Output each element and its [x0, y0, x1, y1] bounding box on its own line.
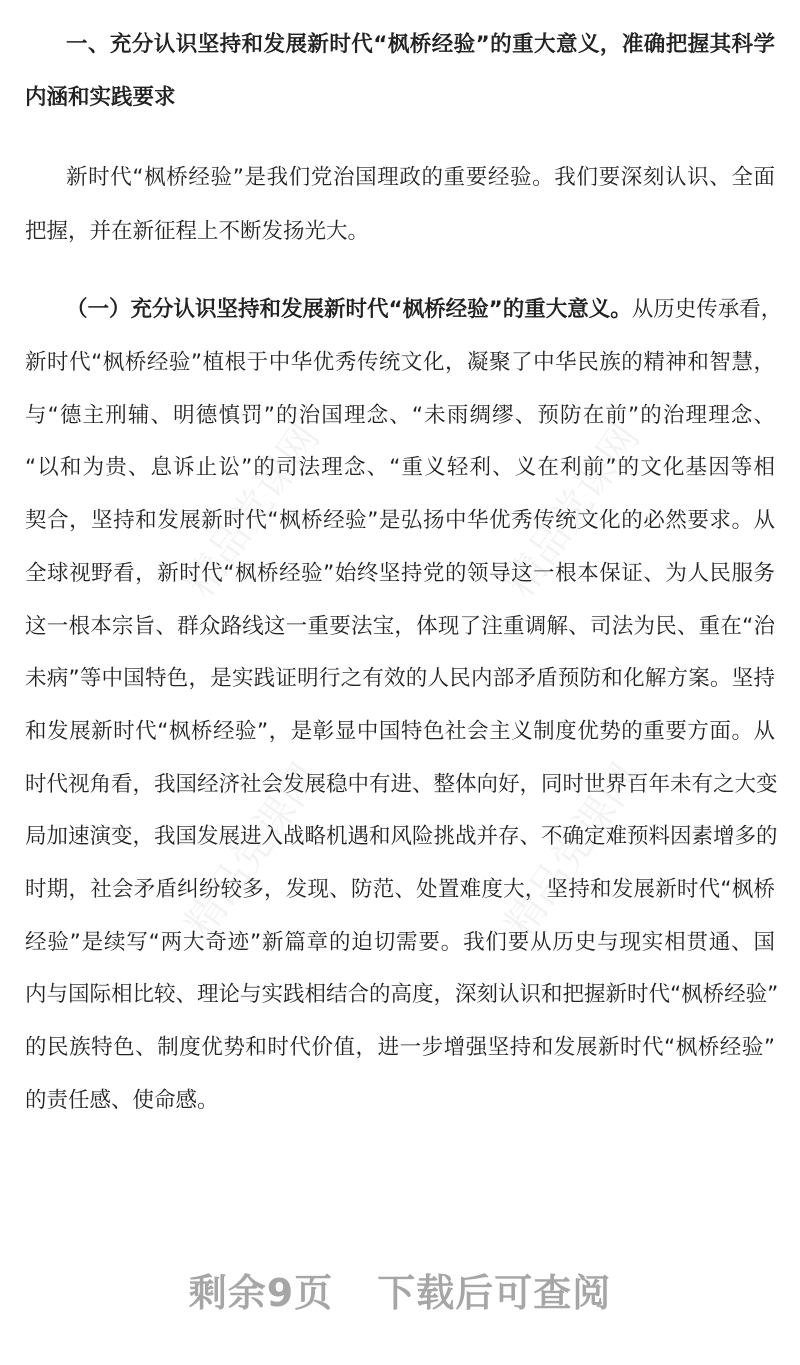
paragraph-line: 新时代“枫桥经验”植根于中华优秀传统文化，凝聚了中华民族的精神和智慧， [25, 350, 775, 375]
remaining-pages-text: 剩余9页 [188, 1271, 334, 1315]
paragraph-line: 契合，坚持和发展新时代“枫桥经验”是弘扬中华优秀传统文化的必然要求。从 [25, 508, 775, 534]
paragraph-line: 时期，社会矛盾纠纷较多，发现、防范、处置难度大，坚持和发展新时代“枫桥 [25, 877, 775, 902]
paragraph-line: 与“德主刑辅、明德慎罚”的治国理念、“未雨绸缪、预防在前”的治理理念、 [25, 402, 775, 428]
paragraph-text: 从历史传承看， [631, 297, 783, 322]
remaining-pages-banner[interactable] [0, 1262, 800, 1317]
heading-line: 一、充分认识坚持和发展新时代“枫桥经验”的重大意义，准确把握其科学 [66, 32, 775, 57]
subsection-title: （一）充分认识坚持和发展新时代“枫桥经验”的重大意义。 [66, 297, 632, 322]
heading-line: 内涵和实践要求 [25, 85, 176, 110]
paragraph-first-line [66, 295, 783, 325]
paragraph-line: 这一根本宗旨、群众路线这一重要法宝，体现了注重调解、司法为民、重在“治 [25, 613, 775, 639]
paragraph-line: “以和为贵、息诉止讼”的司法理念、“重义轻利、义在利前”的文化基因等相 [25, 455, 775, 481]
download-to-view-text[interactable]: 下载后可查阅 [377, 1271, 612, 1315]
paragraph-line: 的民族特色、制度优势和时代价值，进一步增强坚持和发展新时代“枫桥经验” [25, 1035, 775, 1061]
paragraph-line: 全球视野看，新时代“枫桥经验”始终坚持党的领导这一根本保证、为人民服务 [25, 560, 775, 586]
paragraph-line: 把握，并在新征程上不断发扬光大。 [25, 219, 370, 244]
watermark: 精品党课网 [176, 415, 330, 606]
paragraph-line: 经验”是续写“两大奇迹”新篇章的迫切需要。我们要从历史与现实相贯通、国 [25, 929, 775, 955]
paragraph-line: 和发展新时代“枫桥经验”，是彰显中国特色社会主义制度优势的重要方面。从 [25, 718, 775, 744]
paragraph-line: 内与国际相比较、理论与实践相结合的高度，深刻认识和把握新时代“枫桥经验” [25, 982, 779, 1008]
paragraph-line: 局加速演变，我国发展进入战略机遇和风险挑战并存、不确定难预料因素增多的 [25, 824, 778, 850]
paragraph-line: 新时代“枫桥经验”是我们党治国理政的重要经验。我们要深刻认识、全面 [66, 165, 775, 190]
watermark: 精品党课网 [496, 415, 650, 606]
watermark: 精品党课网 [176, 755, 330, 946]
paragraph-line: 时代视角看，我国经济社会发展稳中有进、整体向好，同时世界百年未有之大变 [25, 771, 778, 797]
paragraph-line: 的责任感、使命感。 [25, 1087, 219, 1113]
watermark: 精品党课网 [496, 755, 650, 946]
paragraph-line: 未病”等中国特色，是实践证明行之有效的人民内部矛盾预防和化解方案。坚持 [25, 666, 775, 692]
